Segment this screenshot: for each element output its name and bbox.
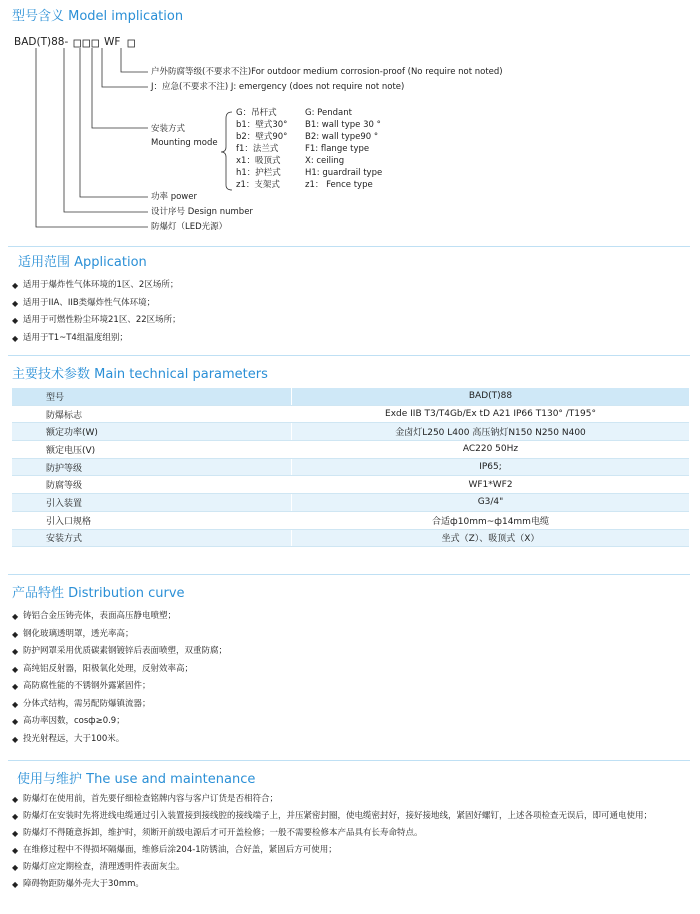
table-row: 防腐等级 WF1*WF2	[12, 476, 689, 494]
code-box-1	[74, 40, 81, 47]
mount-option-en: z1： Fence type	[305, 180, 373, 190]
params-table	[12, 388, 689, 547]
model-section-title: 型号含义 Model implication	[12, 9, 184, 24]
list-item: ◆ 防护网罩采用优质碳素钢镀锌后表面喷塑，双重防腐；	[12, 646, 228, 656]
mount-option: h1：护栏式	[236, 168, 281, 178]
mount-option: b2：壁式90°	[236, 132, 288, 142]
section-divider	[8, 355, 690, 356]
list-item: ◆ 适用于T1~T4组温度组别；	[12, 332, 128, 343]
maintenance-list	[12, 791, 699, 893]
features-title: 产品特性 Distribution curve	[12, 586, 185, 601]
code-box-2	[83, 40, 90, 47]
list-item: ◆ 高纯铝反射器，阳极氧化处理，反射效率高；	[12, 663, 194, 674]
label-design: 设计序号 Design number	[151, 207, 253, 217]
mount-option-en: B1: wall type 30 °	[305, 120, 381, 130]
list-item: ◆ 钢化玻璃透明罩，透光率高；	[12, 628, 134, 639]
list-item: ◆ 适用于爆炸性气体环境的1区、2区场所；	[12, 280, 179, 290]
mount-option-en: H1: guardrail type	[305, 168, 383, 178]
list-item: ◆ 防爆灯不得随意拆卸，维护时，须断开前级电源后才可开盖检修；一般不需要检修本产品具有长寿命特点。	[12, 828, 423, 838]
list-item: ◆ 防爆灯应定期检查，清理透明件表面灰尘。	[12, 862, 185, 872]
features-list	[12, 608, 227, 748]
section-divider	[8, 246, 690, 247]
mount-option: f1：法兰式	[236, 144, 279, 154]
list-item: ◆ 高防腐性能的不锈钢外露紧固件；	[12, 681, 151, 691]
table-row: 引入口规格 合适ф10mm~ф14mm电缆	[12, 511, 689, 529]
mount-option: b1：壁式30°	[236, 120, 288, 130]
mount-option-en: X: ceiling	[305, 156, 345, 166]
mount-option-en: G: Pendant	[305, 108, 352, 118]
label-lamp: 防爆灯（LED光源）	[151, 222, 228, 232]
code-box-3	[92, 40, 99, 47]
list-item: ◆ 高功率因数，cosф≥0.9；	[12, 716, 125, 726]
table-row: 防护等级 IP65;	[12, 458, 689, 476]
application-list	[12, 277, 181, 347]
table-row: 防爆标志 Exde IIB T3/T4Gb/Ex tD A21 IP66 T130° /T195°	[12, 405, 689, 423]
application-title: 适用范围 Application	[18, 255, 147, 270]
table-row: 额定功率(W) 金卤灯L250 L400 高压钠灯N150 N250 N400	[12, 423, 689, 441]
params-title: 主要技术参数 Main technical parameters	[12, 367, 268, 382]
model-diagram	[0, 30, 700, 240]
mount-option: G：吊杆式	[236, 108, 277, 118]
maintenance-title: 使用与维护 The use and maintenance	[17, 772, 256, 787]
table-row: 额定电压(V) AC220 50Hz	[12, 441, 689, 459]
model-code-prefix: BAD(T)88-	[14, 36, 69, 48]
label-emergency: J：应急(不要求不注) J: emergency (does not require not note)	[151, 82, 405, 92]
table-row: 引入装置 G3/4"	[12, 494, 689, 512]
section-divider	[8, 760, 690, 761]
table-row: 安装方式 坐式（Z）、吸顶式（X）	[12, 529, 689, 547]
list-item: ◆ 分体式结构，需另配防爆镇流器；	[12, 698, 151, 709]
mount-option-en: B2: wall type90 °	[305, 132, 379, 142]
list-item: ◆ 适用于可燃性粉尘环境21区、22区场所；	[12, 315, 181, 325]
table-row: 型号 BAD(T)88	[12, 388, 689, 405]
label-mounting-cn: 安装方式	[151, 124, 186, 134]
label-power: 功率 power	[151, 192, 197, 202]
label-outdoor: 户外防腐等级(不要求不注)For outdoor medium corrosion-proof (No require not noted)	[151, 67, 503, 77]
mount-option-en: F1: flange type	[305, 144, 370, 154]
list-item: ◆ 在维修过程中不得损坏隔爆面，维修后涂204-1防锈油，合好盖，紧固后方可使用；	[12, 845, 337, 855]
mount-option: z1：支架式	[236, 180, 280, 190]
list-item: ◆ 铸铝合金压铸壳体，表面高压静电喷塑；	[12, 611, 177, 621]
mount-option: x1：吸顶式	[236, 156, 281, 166]
list-item: ◆ 防爆灯在安装时先将进线电缆通过引入装置接到接线腔的接线端子上，并压紧密封圈，使电缆密封好，接好接地线，紧固好螺钉，上述各项检查无误后，即可通电使用；	[12, 811, 653, 821]
code-box-wf	[128, 40, 135, 47]
list-item: ◆ 防爆灯在使用前，首先要仔细检查铭牌内容与客户订货是否相符合；	[12, 794, 279, 804]
label-mounting-en: Mounting mode	[151, 138, 218, 148]
list-item: ◆ 投光射程远，大于100米。	[12, 733, 125, 744]
list-item: ◆ 适用于IIA、IIB类爆炸性气体环境；	[12, 297, 156, 308]
list-item: ◆ 障碍物距防爆外壳大于30mm。	[12, 879, 144, 889]
model-code-suffix: WF	[104, 36, 121, 48]
section-divider	[8, 574, 690, 575]
